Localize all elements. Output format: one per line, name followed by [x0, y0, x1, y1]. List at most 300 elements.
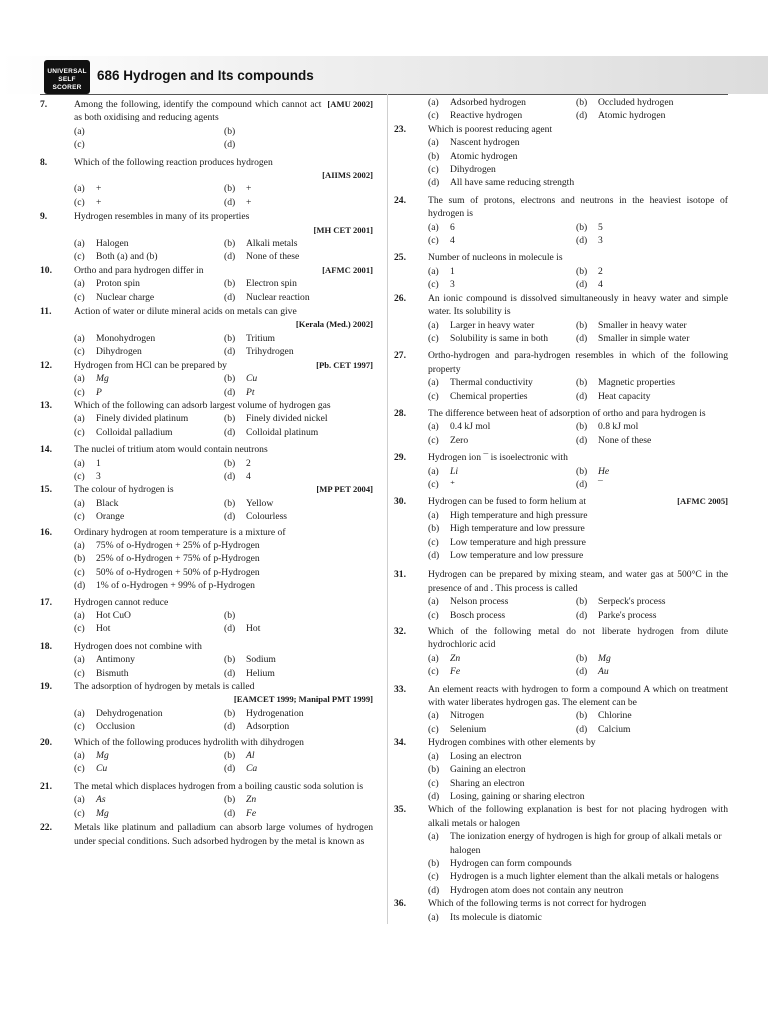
option-item[interactable]	[224, 793, 373, 806]
option-item[interactable]	[224, 749, 373, 762]
question-text: Which is poorest reducing agent	[428, 123, 553, 135]
option-item[interactable]	[224, 372, 373, 385]
options-list	[428, 709, 728, 736]
option-item[interactable]	[74, 749, 224, 762]
option-label: (d)	[576, 279, 588, 291]
option-item[interactable]	[74, 182, 224, 195]
option-item[interactable]	[428, 763, 728, 776]
option-item[interactable]	[428, 522, 728, 535]
options-list	[428, 265, 728, 292]
option-label: (b)	[224, 183, 236, 195]
option-item[interactable]	[74, 386, 224, 399]
option-label: (c)	[74, 386, 85, 398]
option-item[interactable]	[224, 609, 373, 622]
option-text: 4	[246, 470, 251, 482]
question-number: 33.	[394, 683, 406, 695]
option-label: (d)	[224, 426, 236, 438]
option-label: (b)	[224, 238, 236, 250]
option-item[interactable]	[576, 319, 728, 332]
option-text: Adsorption	[246, 721, 290, 733]
option-text: +	[246, 196, 252, 208]
option-item[interactable]	[74, 291, 224, 304]
option-label: (b)	[224, 794, 236, 806]
option-label: (c)	[74, 251, 85, 263]
option-item[interactable]	[224, 762, 373, 775]
option-item[interactable]	[74, 277, 224, 290]
option-item[interactable]	[576, 434, 728, 447]
option-item[interactable]	[576, 96, 728, 109]
option-text: Halogen	[96, 238, 129, 250]
option-label: (c)	[428, 434, 439, 446]
option-item[interactable]	[428, 549, 728, 562]
option-item[interactable]	[224, 412, 373, 425]
question-number: 24.	[394, 194, 406, 206]
option-item[interactable]	[428, 709, 576, 722]
option-item[interactable]	[428, 332, 576, 345]
option-item[interactable]	[576, 478, 728, 491]
option-text: Occluded hydrogen	[598, 97, 674, 108]
option-item[interactable]	[74, 138, 224, 151]
options-list	[428, 420, 728, 447]
option-text: Finely divided platinum	[96, 413, 189, 425]
question-text: The sum of protons, electrons and neutrons in the heaviest isotope of hydrogen is	[428, 194, 728, 220]
option-text: Helium	[246, 667, 275, 679]
question-item	[40, 736, 373, 776]
option-label: (b)	[224, 610, 236, 621]
option-text: 0.8 kJ mol	[598, 421, 639, 433]
option-item[interactable]	[74, 579, 373, 592]
question-item	[394, 349, 728, 403]
question-number: 34.	[394, 737, 406, 749]
question-item	[394, 194, 728, 248]
options-list	[74, 412, 373, 439]
option-item[interactable]	[224, 510, 373, 523]
option-text: Fe	[450, 666, 461, 678]
option-item[interactable]	[428, 221, 576, 234]
option-item[interactable]	[74, 470, 224, 483]
option-item[interactable]	[224, 345, 373, 358]
question-item	[40, 640, 373, 680]
option-label: (b)	[576, 377, 588, 389]
question-number: 7.	[40, 99, 48, 110]
option-text: Smaller in heavy water	[598, 319, 687, 331]
question-source: [EAMCET 1999; Manipal PMT 1999]	[233, 694, 373, 705]
option-text: Colloidal palladium	[96, 426, 173, 438]
option-item[interactable]	[428, 319, 576, 332]
options-list	[74, 125, 373, 152]
question-source: [MP PET 2004]	[316, 484, 373, 495]
option-label: (d)	[576, 332, 588, 344]
question-stem	[428, 451, 728, 464]
option-text: Pt	[246, 386, 255, 398]
option-item[interactable]	[428, 830, 728, 857]
question-number: 22.	[40, 822, 52, 834]
option-text: Selenium	[450, 723, 487, 735]
option-item[interactable]	[576, 390, 728, 403]
option-item[interactable]	[428, 376, 576, 389]
option-label: (b)	[428, 523, 440, 535]
question-stem	[428, 292, 728, 319]
option-item[interactable]	[74, 653, 224, 666]
question-number: 9.	[40, 211, 48, 223]
option-item[interactable]	[576, 723, 728, 736]
option-item[interactable]	[224, 250, 373, 263]
option-text: Dihydrogen	[96, 346, 142, 358]
option-item[interactable]	[74, 237, 224, 250]
option-label: (a)	[74, 750, 85, 762]
option-item[interactable]	[224, 291, 373, 304]
options-list	[74, 539, 373, 593]
option-text: Nitrogen	[450, 710, 485, 722]
option-label: (a)	[428, 265, 439, 277]
option-item[interactable]	[428, 176, 728, 189]
question-item	[40, 359, 373, 399]
option-text: Zn	[246, 794, 257, 806]
option-item[interactable]	[224, 125, 373, 138]
question-item	[394, 123, 728, 190]
question-text: Which of the following reaction produces hydrogen	[74, 156, 273, 168]
options-list	[428, 595, 728, 622]
option-item[interactable]	[428, 109, 576, 122]
question-item	[40, 443, 373, 483]
option-text: Magnetic properties	[598, 377, 675, 389]
question-text: Hydrogen combines with other elements by	[428, 737, 596, 749]
option-item[interactable]	[74, 552, 373, 565]
option-item[interactable]	[576, 652, 728, 665]
option-label: (b)	[224, 497, 236, 509]
option-text: ⁺	[450, 478, 456, 490]
option-text: Serpeck's process	[598, 596, 666, 608]
option-item[interactable]	[74, 667, 224, 680]
option-label: (d)	[576, 235, 588, 247]
option-text: Hydrogen atom does not contain any neutron	[450, 884, 624, 896]
option-item[interactable]	[224, 196, 373, 209]
option-item[interactable]	[428, 150, 728, 163]
options-list	[74, 609, 373, 636]
option-item[interactable]	[74, 510, 224, 523]
option-item[interactable]	[224, 720, 373, 733]
option-item[interactable]	[576, 665, 728, 678]
question-number: 18.	[40, 640, 52, 652]
option-label: (d)	[224, 251, 236, 263]
option-item[interactable]	[428, 390, 576, 403]
option-text: Hot CuO	[96, 610, 131, 621]
option-text: 1	[96, 457, 101, 469]
option-item[interactable]	[576, 595, 728, 608]
option-text: Dehydrogenation	[96, 707, 163, 719]
question-number: 31.	[394, 569, 406, 581]
option-text: Thermal conductivity	[450, 377, 533, 389]
options-list	[74, 653, 373, 680]
option-label: (c)	[74, 566, 85, 578]
option-text: Chlorine	[598, 710, 632, 722]
option-item[interactable]	[224, 457, 373, 470]
question-source: [AFMC 2001]	[322, 264, 373, 275]
option-text: Mg	[96, 750, 109, 762]
option-item[interactable]	[74, 622, 224, 635]
option-text: Chemical properties	[450, 390, 528, 402]
option-label: (a)	[74, 497, 85, 509]
header-rule	[40, 94, 728, 95]
option-text: Bosch process	[450, 609, 506, 621]
option-item[interactable]	[74, 457, 224, 470]
option-item[interactable]	[224, 237, 373, 250]
option-label: (d)	[224, 721, 236, 733]
option-label: (a)	[428, 652, 439, 664]
option-item[interactable]	[428, 790, 728, 803]
question-stem	[428, 194, 728, 221]
question-number: 32.	[394, 626, 406, 638]
question-stem	[428, 123, 728, 136]
option-label: (b)	[576, 97, 588, 108]
option-label: (c)	[428, 536, 439, 548]
option-label: (d)	[576, 666, 588, 678]
option-item[interactable]	[224, 277, 373, 290]
option-label: (c)	[428, 390, 439, 402]
question-source: [AFMC 2005]	[677, 496, 728, 507]
option-item[interactable]	[224, 386, 373, 399]
option-item[interactable]	[428, 509, 728, 522]
option-item[interactable]	[428, 420, 576, 433]
question-stem	[74, 156, 373, 183]
question-stem	[74, 443, 373, 456]
option-item[interactable]	[74, 762, 224, 775]
option-item[interactable]	[74, 566, 373, 579]
option-label: (a)	[74, 125, 85, 137]
option-item[interactable]	[224, 653, 373, 666]
option-label: (a)	[74, 278, 85, 290]
question-stem	[74, 264, 373, 277]
question-stem	[428, 683, 728, 710]
question-number: 25.	[394, 252, 406, 264]
option-item[interactable]	[74, 539, 373, 552]
option-item[interactable]	[428, 750, 728, 763]
option-label: (d)	[428, 790, 440, 802]
question-text: The colour of hydrogen is	[74, 484, 174, 496]
question-item	[40, 483, 373, 523]
option-item[interactable]	[428, 857, 728, 870]
question-source: [Pb. CET 1997]	[316, 359, 373, 370]
question-item	[40, 98, 373, 152]
column-divider	[387, 94, 388, 924]
option-text: Mg	[598, 652, 611, 664]
option-label: (d)	[428, 884, 440, 896]
question-item	[394, 803, 728, 897]
option-text: Occlusion	[96, 721, 135, 733]
option-text: Mg	[96, 373, 109, 385]
option-item[interactable]	[74, 345, 224, 358]
option-item[interactable]	[74, 720, 224, 733]
question-text: Which of the following terms is not correct for hydrogen	[428, 898, 647, 910]
question-stem	[74, 780, 373, 793]
option-text: As	[96, 794, 106, 806]
option-text: P	[96, 386, 102, 398]
option-text: Colloidal platinum	[246, 426, 319, 438]
question-item	[40, 596, 373, 636]
option-label: (a)	[428, 221, 439, 233]
option-label: (c)	[428, 279, 439, 291]
option-item[interactable]	[428, 478, 576, 491]
option-item[interactable]	[74, 707, 224, 720]
option-item[interactable]	[224, 807, 373, 820]
question-stem	[428, 625, 728, 652]
option-item[interactable]	[576, 109, 728, 122]
option-item[interactable]	[74, 250, 224, 263]
option-label: (a)	[74, 707, 85, 719]
option-item[interactable]	[428, 96, 576, 109]
option-item[interactable]	[74, 372, 224, 385]
option-item[interactable]	[428, 609, 576, 622]
option-item[interactable]	[576, 221, 728, 234]
option-text: 4	[450, 235, 455, 247]
option-item[interactable]	[224, 707, 373, 720]
logo-line-1: UNIVERSAL	[47, 68, 87, 75]
option-label: (b)	[224, 750, 236, 762]
option-item[interactable]	[428, 595, 576, 608]
question-item	[394, 451, 728, 491]
option-text: Ca	[246, 763, 258, 775]
option-label: (d)	[576, 478, 588, 490]
option-label: (a)	[428, 421, 439, 433]
option-text: Monohydrogen	[96, 332, 156, 344]
option-label: (c)	[74, 807, 85, 819]
options-list	[428, 136, 728, 190]
option-label: (c)	[428, 332, 439, 344]
options-list	[428, 750, 728, 804]
option-item[interactable]	[428, 163, 728, 176]
option-item[interactable]	[576, 265, 728, 278]
option-label: (d)	[576, 723, 588, 735]
option-item[interactable]	[428, 777, 728, 790]
question-item	[394, 292, 728, 346]
option-item[interactable]	[74, 793, 224, 806]
option-item[interactable]	[428, 434, 576, 447]
option-item[interactable]	[428, 884, 728, 897]
option-text: Atomic hydrogen	[598, 110, 666, 122]
option-item[interactable]	[224, 622, 373, 635]
question-item	[394, 251, 728, 291]
question-number: 8.	[40, 156, 48, 168]
option-label: (c)	[74, 426, 85, 438]
option-text: ¯	[598, 478, 603, 490]
option-label: (b)	[224, 654, 236, 666]
option-label: (a)	[74, 183, 85, 195]
option-text: Sharing an electron	[450, 777, 525, 789]
option-item[interactable]	[224, 470, 373, 483]
option-item[interactable]	[428, 136, 728, 149]
option-item[interactable]	[428, 723, 576, 736]
option-text: Losing, gaining or sharing electron	[450, 790, 585, 802]
option-item[interactable]	[428, 870, 728, 883]
options-list	[74, 749, 373, 776]
option-item[interactable]	[428, 234, 576, 247]
question-stem	[428, 349, 728, 376]
option-label: (c)	[428, 871, 439, 883]
option-item[interactable]	[74, 426, 224, 439]
option-item[interactable]	[428, 536, 728, 549]
option-text: Finely divided nickel	[246, 413, 328, 425]
option-item[interactable]	[224, 426, 373, 439]
option-item[interactable]	[74, 125, 224, 138]
option-item[interactable]	[576, 709, 728, 722]
option-item[interactable]	[576, 376, 728, 389]
option-item[interactable]	[224, 332, 373, 345]
option-text: None of these	[598, 434, 652, 446]
options-list	[428, 96, 728, 123]
option-label: (d)	[74, 580, 86, 592]
option-text: High temperature and low pressure	[450, 523, 585, 535]
option-item[interactable]	[428, 652, 576, 665]
option-item[interactable]	[428, 278, 576, 291]
option-item[interactable]	[576, 609, 728, 622]
question-item	[394, 407, 728, 447]
option-item[interactable]	[224, 138, 373, 151]
option-item[interactable]	[74, 807, 224, 820]
option-item[interactable]	[224, 182, 373, 195]
option-item[interactable]	[428, 265, 576, 278]
option-item[interactable]	[428, 665, 576, 678]
question-number: 35.	[394, 804, 406, 816]
option-item[interactable]	[224, 667, 373, 680]
options-list	[74, 497, 373, 524]
option-item[interactable]	[428, 911, 728, 924]
option-label: (b)	[576, 465, 588, 477]
option-label: (a)	[74, 610, 85, 621]
option-text: Calcium	[598, 723, 631, 735]
option-text: Black	[96, 497, 119, 509]
option-item[interactable]	[74, 497, 224, 510]
option-item[interactable]	[576, 420, 728, 433]
question-text: Which of the following produces hydrolith with dihydrogen	[74, 736, 304, 748]
option-item[interactable]	[576, 234, 728, 247]
option-text: Dihydrogen	[450, 164, 496, 176]
option-item[interactable]	[576, 332, 728, 345]
options-list	[74, 457, 373, 484]
option-label: (c)	[428, 110, 439, 122]
option-item[interactable]	[74, 332, 224, 345]
option-label: (a)	[428, 509, 439, 521]
option-label: (c)	[74, 763, 85, 775]
option-item[interactable]	[74, 412, 224, 425]
option-item[interactable]	[576, 278, 728, 291]
option-item[interactable]	[74, 609, 224, 622]
option-text: Parke's process	[598, 609, 657, 621]
option-label: (b)	[74, 553, 86, 565]
option-label: (a)	[428, 465, 439, 477]
option-label: (a)	[74, 539, 85, 551]
option-label: (d)	[576, 609, 588, 621]
option-text: Orange	[96, 511, 125, 523]
option-label: (b)	[224, 125, 236, 137]
option-text: Its molecule is diatomic	[450, 911, 542, 923]
option-item[interactable]	[428, 465, 576, 478]
question-item	[394, 568, 728, 622]
options-list	[74, 237, 373, 264]
option-text: None of these	[246, 251, 300, 263]
option-label: (c)	[74, 470, 85, 482]
question-item	[394, 96, 728, 123]
option-item[interactable]	[224, 497, 373, 510]
options-list	[74, 277, 373, 304]
option-text: 75% of o-Hydrogen + 25% of p-Hydrogen	[96, 539, 260, 551]
option-label: (b)	[576, 421, 588, 433]
option-item[interactable]	[576, 465, 728, 478]
option-text: Sodium	[246, 654, 276, 666]
option-item[interactable]	[74, 196, 224, 209]
question-text: Which of the following can adsorb largest volume of hydrogen gas	[74, 399, 331, 411]
option-label: (a)	[428, 137, 439, 149]
question-source: [AIIMS 2002]	[322, 170, 373, 180]
